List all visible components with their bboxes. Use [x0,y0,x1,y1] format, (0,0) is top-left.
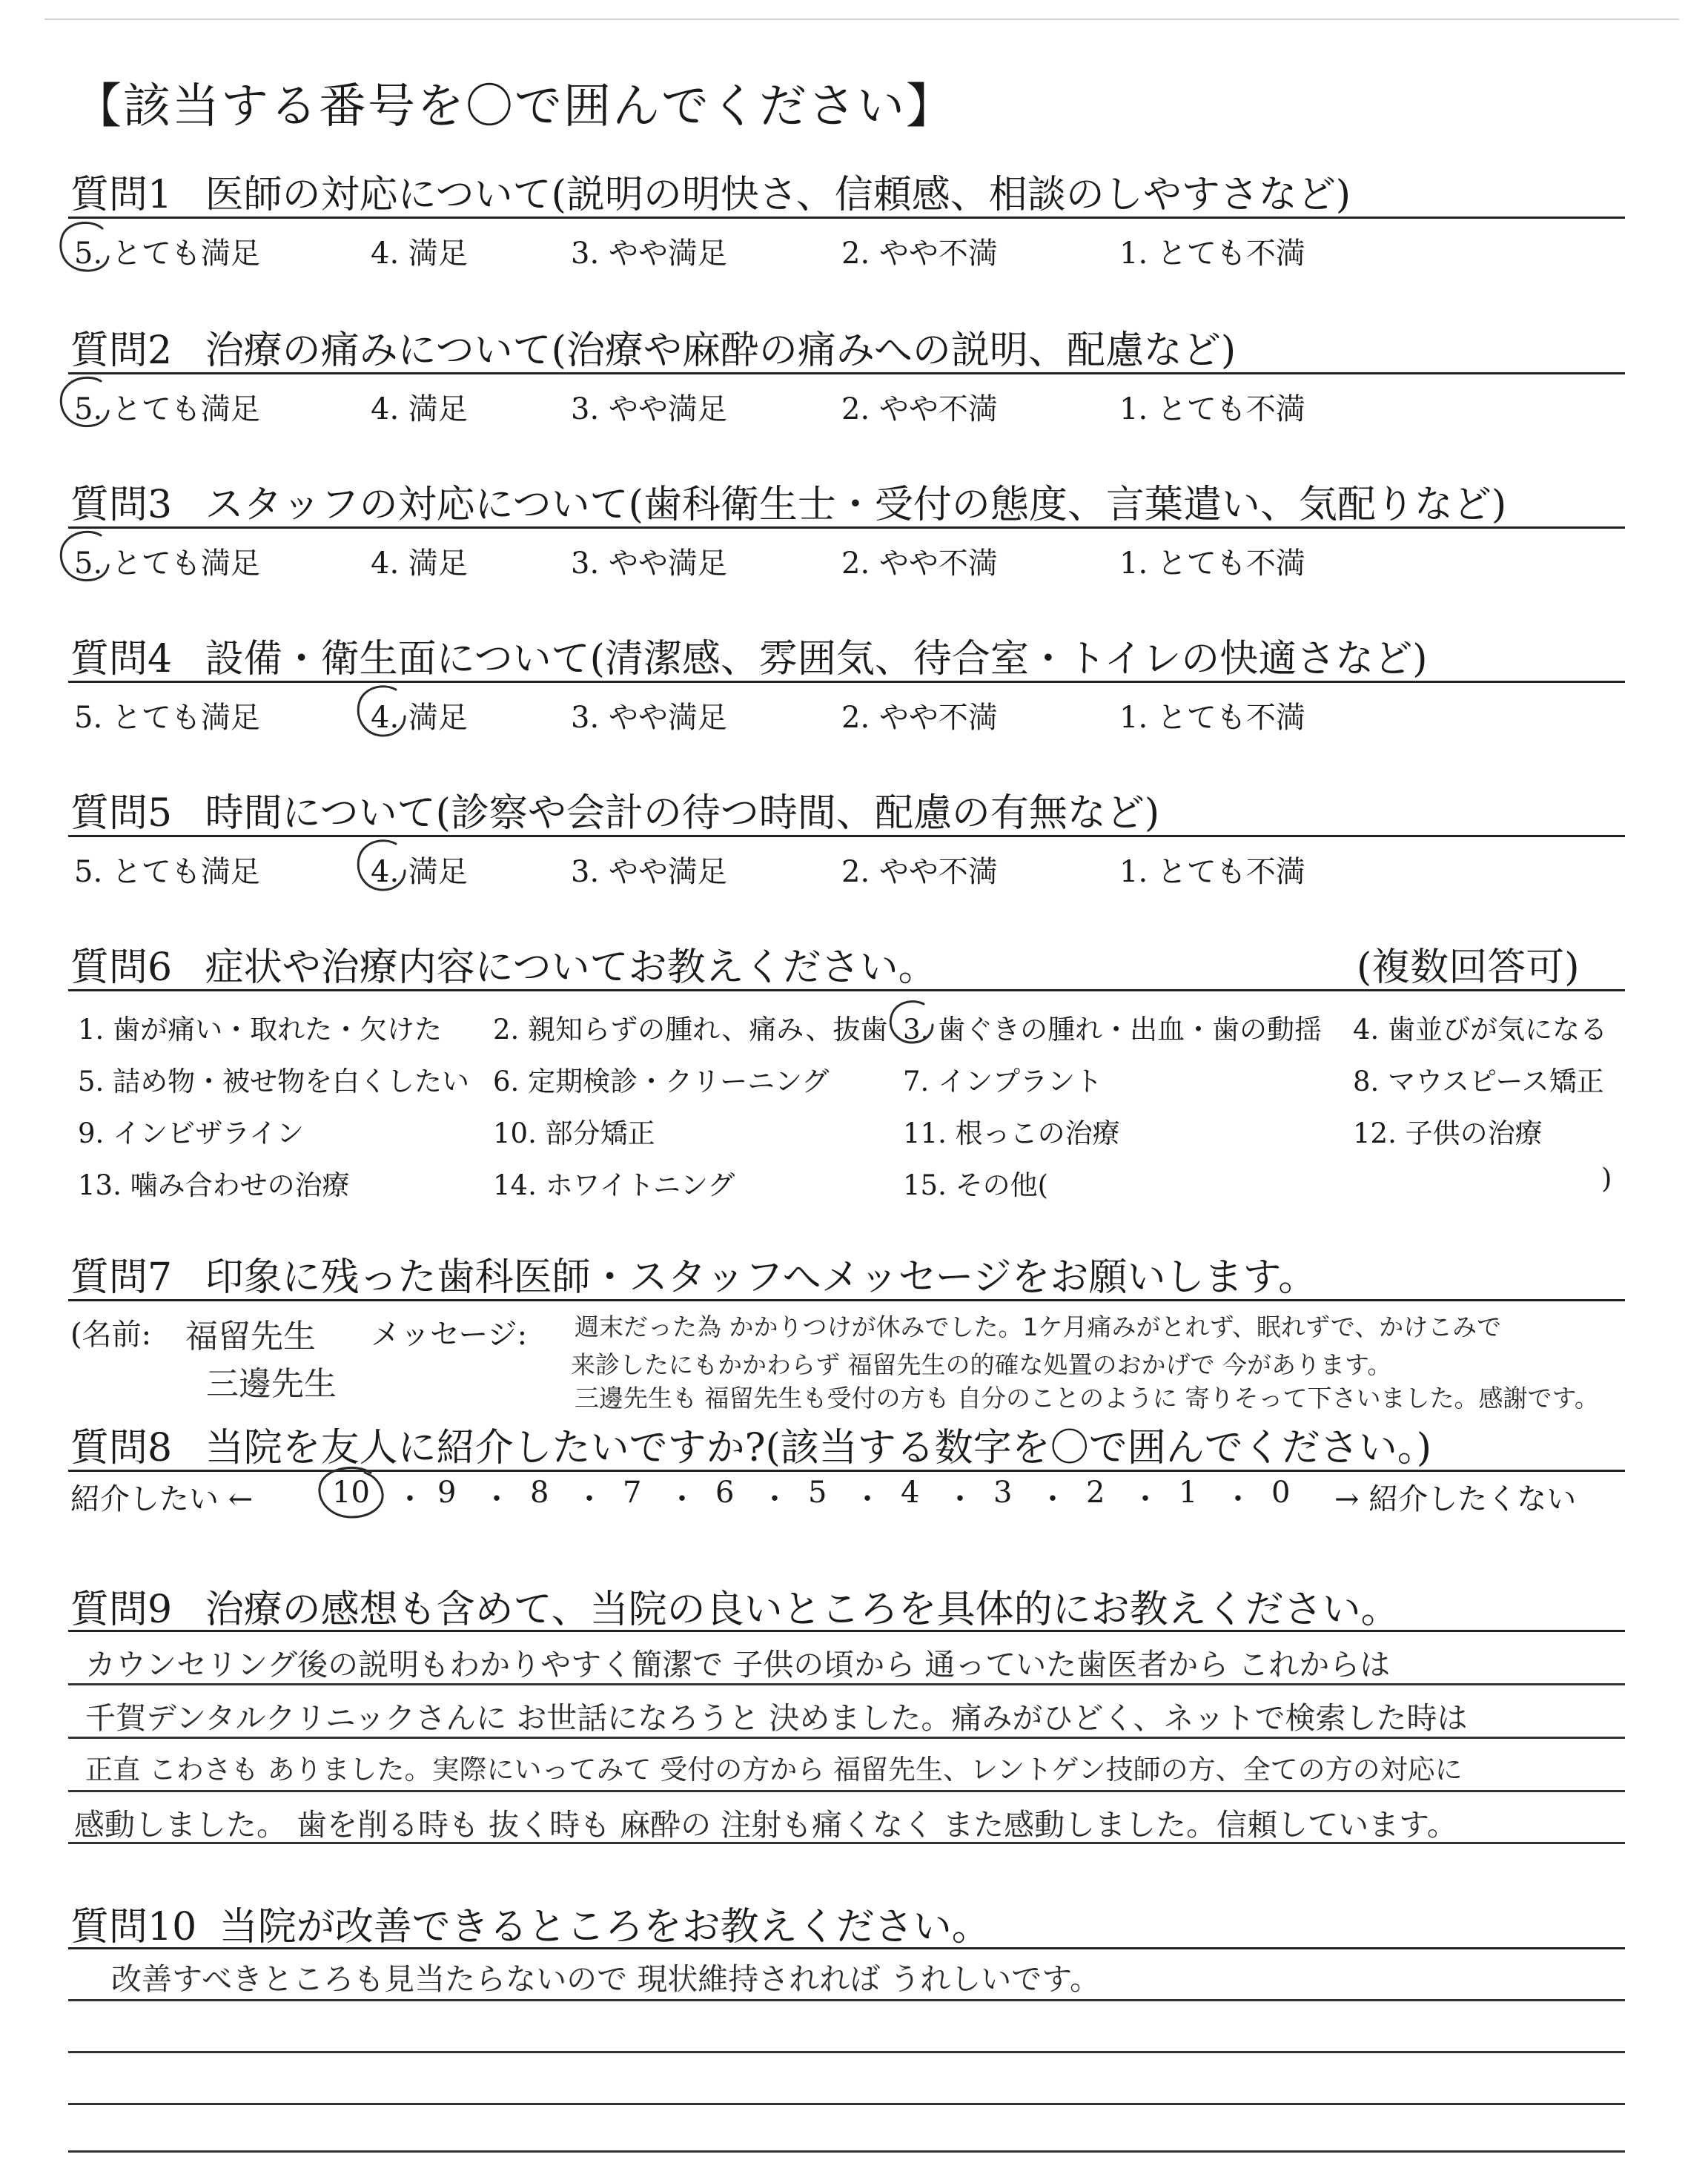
question-2-label: 質問2 [70,328,173,373]
q4-option-3[interactable]: 3. やや満足 [571,701,727,735]
question-3-rule [68,526,1625,529]
q8-scale-5[interactable]: 5 [808,1476,827,1510]
question-9-heading [70,1578,1400,1634]
q4-option-5[interactable]: 5. とても満足 [74,701,260,735]
q8-scale-8[interactable]: 8 [530,1476,549,1510]
q7-name-label: (名前: [70,1318,152,1352]
q2-option-3[interactable]: 3. やや満足 [571,392,727,426]
q5-option-3[interactable]: 3. やや満足 [571,855,727,889]
q10-answer-line-3 [68,2103,1625,2105]
question-5-rule [68,835,1625,837]
page-title: 【該当する番号を〇で囲んでください】 [74,79,955,134]
q7-message-line-1: 週末だった為 かかりつけが休みでした。1ケ月痛みがとれず、眠れずで、かけこみで [575,1312,1502,1341]
question-9-label: 質問9 [70,1588,173,1632]
q8-scale-2[interactable]: 2 [1086,1476,1105,1510]
q6-other-close-paren: ) [1601,1163,1612,1195]
question-6-label: 質問6 [70,945,173,990]
question-9-text: 治療の感想も含めて、当院の良いところを具体的にお教えください。 [205,1588,1400,1632]
q6-option-6[interactable]: 6. 定期検診・クリーニング [493,1066,830,1097]
question-2-rule [68,372,1625,374]
q8-dot-6: ・ [853,1482,882,1516]
q4-option-2[interactable]: 2. やや不満 [841,701,998,735]
q8-dot-7: ・ [945,1482,975,1516]
q8-dot-5: ・ [760,1482,790,1516]
q8-scale-9[interactable]: 9 [437,1476,457,1510]
question-3-label: 質問3 [70,483,173,527]
q4-selection-circle-icon [353,682,412,743]
question-5-label: 質問5 [70,791,173,836]
question-10-text: 当院が改善できるところをお教えください。 [219,1905,990,1949]
q8-dot-10: ・ [1223,1482,1253,1516]
q9-answer-text-3: 正直 こわさも ありました。実際にいってみて 受付の方から 福留先生、レントゲン技師の方、全ての方の対応に [85,1754,1463,1786]
q6-option-12[interactable]: 12. 子供の治療 [1353,1117,1543,1149]
q6-option-10[interactable]: 10. 部分矯正 [493,1117,655,1149]
q8-dot-2: ・ [482,1482,512,1516]
question-1-rule [68,217,1625,219]
q8-scale-1[interactable]: 1 [1179,1476,1198,1510]
question-4-rule [68,681,1625,683]
q2-selection-circle-icon [56,374,116,433]
question-6-text: 症状や治療内容についてお教えください。 [205,945,937,990]
question-1-label: 質問1 [70,173,173,217]
q1-option-4[interactable]: 4. 満足 [371,237,468,271]
question-10-label: 質問10 [70,1905,197,1949]
q1-option-1[interactable]: 1. とても不満 [1119,237,1305,271]
question-8-heading [70,1416,1431,1472]
question-7-text: 印象に残った歯科医師・スタッフへメッセージをお願いします。 [205,1255,1317,1300]
question-2-text: 治療の痛みについて(治療や麻酔の痛みへの説明、配慮など) [205,328,1237,373]
question-1-text: 医師の対応について(説明の明快さ、信頼感、相談のしやすさなど) [205,173,1351,217]
q10-answer-text-1: 改善すべきところも見当たらないので 現状維持されれば うれしいです。 [111,1961,1100,1997]
q3-option-2[interactable]: 2. やや不満 [841,546,998,581]
question-1-heading [70,163,1351,219]
question-7-label: 質問7 [70,1255,173,1300]
q3-option-5[interactable]: 5. とても満足 [74,546,260,581]
q10-answer-line-2 [68,2051,1625,2053]
q6-option-14[interactable]: 14. ホワイトニング [493,1169,735,1201]
q9-answer-text-4: 感動しました。 歯を削る時も 抜く時も 麻酔の 注射も痛くなく また感動しました。信頼しています。 [74,1807,1457,1843]
q8-dot-3: ・ [575,1482,604,1516]
q1-option-2[interactable]: 2. やや不満 [841,237,998,271]
question-9-rule [68,1630,1625,1632]
question-6-heading [70,936,937,991]
q10-answer-line-4 [68,2150,1625,2153]
q8-dot-4: ・ [667,1482,697,1516]
question-8-rule [68,1470,1625,1472]
q8-selection-circle-icon [314,1464,388,1525]
question-10-heading [70,1895,990,1951]
q2-option-4[interactable]: 4. 満足 [371,392,468,426]
q7-name-2: 三邊先生 [206,1365,337,1403]
q6-option-2[interactable]: 2. 親知らずの腫れ、痛み、抜歯 [493,1014,888,1046]
q6-option-7[interactable]: 7. インプラント [903,1066,1103,1097]
q6-option-11[interactable]: 11. 根っこの治療 [903,1117,1120,1149]
q5-option-1[interactable]: 1. とても不満 [1119,855,1305,889]
q6-option-13[interactable]: 13. 噛み合わせの治療 [78,1169,350,1201]
q2-option-5[interactable]: 5. とても満足 [74,392,260,426]
question-3-text: スタッフの対応について(歯科衛生士・受付の態度、言葉遣い、気配りなど) [205,483,1507,527]
q1-option-5[interactable]: 5. とても満足 [74,237,260,271]
q6-option-9[interactable]: 9. インビザライン [78,1117,304,1149]
q8-dot-1: ・ [395,1482,425,1516]
q8-scale-6[interactable]: 6 [715,1476,735,1510]
q8-scale-10[interactable]: 10 [332,1476,370,1510]
question-5-text: 時間について(診察や会計の待つ時間、配慮の有無など) [205,791,1160,836]
q3-option-3[interactable]: 3. やや満足 [571,546,727,581]
q6-option-3[interactable]: 3. 歯ぐきの腫れ・出血・歯の動揺 [903,1014,1323,1046]
q8-scale-4[interactable]: 4 [901,1476,920,1510]
question-2-heading [70,319,1236,374]
question-4-label: 質問4 [70,637,173,681]
q6-option-1[interactable]: 1. 歯が痛い・取れた・欠けた [78,1014,443,1046]
q5-option-2[interactable]: 2. やや不満 [841,855,998,889]
q1-option-3[interactable]: 3. やや満足 [571,237,727,271]
question-5-heading [70,782,1159,837]
q8-scale-7[interactable]: 7 [623,1476,642,1510]
q2-option-2[interactable]: 2. やや不満 [841,392,998,426]
question-8-label: 質問8 [70,1426,173,1470]
q6-option-4[interactable]: 4. 歯並びが気になる [1353,1014,1608,1046]
question-6-multi-answer-note: (複数回答可) [1357,945,1580,990]
q4-option-1[interactable]: 1. とても不満 [1119,701,1305,735]
q2-option-1[interactable]: 1. とても不満 [1119,392,1305,426]
q7-name-1: 福留先生 [185,1318,316,1355]
q9-answer-text-1: カウンセリング後の説明もわかりやすく簡潔で 子供の頃から 通っていた歯医者から これからは [85,1647,1391,1682]
q6-selection-circle-icon [887,998,939,1047]
q8-left-label: 紹介したい ← [70,1482,254,1516]
q5-selection-circle-icon [353,836,412,897]
question-3-heading [70,473,1506,529]
q3-selection-circle-icon [56,528,116,587]
q5-option-5[interactable]: 5. とても満足 [74,855,260,889]
q7-message-line-3: 三邊先生も 福留先生も受付の方も 自分のことのように 寄りそって下さいました。感謝です。 [575,1384,1599,1413]
question-4-text: 設備・衛生面について(清潔感、雰囲気、待合室・トイレの快適さなど) [205,637,1428,681]
q6-option-15[interactable]: 15. その他( [903,1169,1049,1201]
question-10-rule [68,1947,1625,1949]
q8-scale-3[interactable]: 3 [993,1476,1013,1510]
q8-dot-8: ・ [1038,1482,1068,1516]
q4-option-4[interactable]: 4. 満足 [371,701,468,735]
question-7-heading [70,1246,1317,1301]
q7-message-line-2: 来診したにもかかわらず 福留先生の的確な処置のおかげで 今があります。 [571,1350,1392,1379]
question-7-rule [68,1299,1625,1301]
q7-message-label: メッセージ: [371,1318,528,1352]
q3-option-1[interactable]: 1. とても不満 [1119,546,1305,581]
q9-answer-line-3 [68,1790,1625,1792]
q9-answer-text-2: 千賀デンタルクリニックさんに お世話になろうと 決めました。痛みがひどく、ネットで検索した時は [85,1700,1468,1736]
q10-answer-line-1 [68,1999,1625,2001]
question-6-rule [68,989,1625,991]
question-8-text: 当院を友人に紹介したいですか?(該当する数字を〇で囲んでください。) [205,1426,1432,1470]
q3-option-4[interactable]: 4. 満足 [371,546,468,581]
q1-selection-circle-icon [56,218,116,277]
q8-right-label: → 紹介したくない [1334,1482,1577,1516]
q6-option-8[interactable]: 8. マウスピース矯正 [1353,1066,1604,1097]
q5-option-4[interactable]: 4. 満足 [371,855,468,889]
q8-scale-0[interactable]: 0 [1271,1476,1291,1510]
q6-option-5[interactable]: 5. 詰め物・被せ物を白くしたい [78,1066,470,1097]
q8-dot-9: ・ [1131,1482,1160,1516]
question-4-heading [70,627,1428,683]
page-top-edge [44,19,1679,20]
